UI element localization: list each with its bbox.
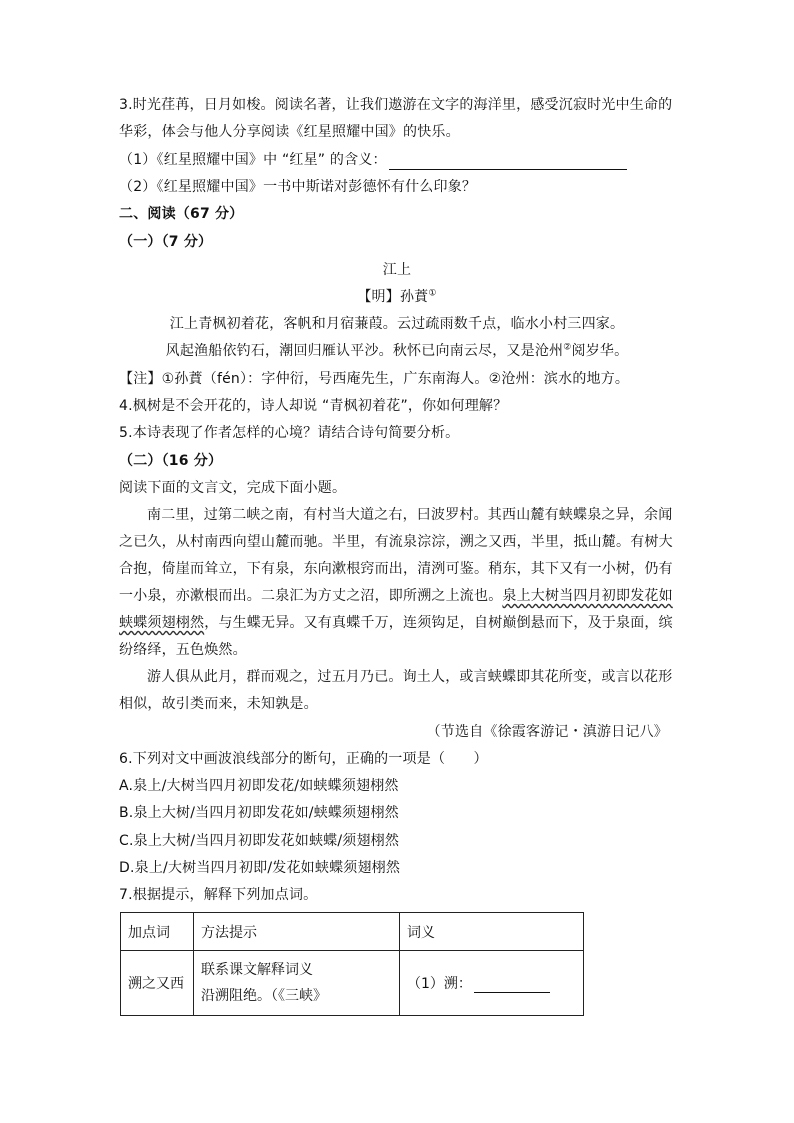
passage-source: （节选自《徐霞客游记・滇游日记八》 [426, 724, 668, 740]
table-row [121, 951, 584, 1016]
part2-heading: （二）（16 分） [119, 453, 223, 469]
poem-title: 江上 [382, 262, 412, 278]
header-meaning: 词义 [400, 913, 584, 951]
option-d[interactable]: D.泉上/大树当四月初即/发花如蛱蝶须翅栩然 [119, 860, 401, 876]
hint-line1: 联系课文解释词义 [201, 962, 313, 978]
q3-sub1-text: （1）《红星照耀中国》中 “红星” 的含义： [119, 152, 387, 168]
option-c[interactable]: C.泉上大树/当四月初即发花如蛱蝶/须翅栩然 [119, 833, 400, 849]
option-b[interactable]: B.泉上大树/当四月初即发花如/蛱蝶须翅栩然 [119, 805, 399, 821]
part2-intro: 阅读下面的文言文，完成下面小题。 [119, 480, 347, 496]
cell-word: 溯之又西 [121, 951, 194, 1016]
passage-p1-line3: 合抱，倚崖而耸立，下有泉，东向漱根窍而出，清洌可鉴。稍东，其下又有一小树，仍有 [119, 561, 673, 577]
poem-line1: 江上青枫初着花，客帆和月宿蒹葭。云过疏雨数千点，临水小村三四家。 [169, 316, 625, 332]
passage-p1-line5 [119, 613, 673, 633]
passage-p1-line2: 之已久，从村南西向望山麓而驰。半里，有流泉淙淙，溯之又西，半里，抵山麓。有树大 [119, 534, 673, 550]
passage-text: ，与生蝶无异。又有真蝶千万，连须钩足，自树巅倒悬而下，及于泉面，缤 [204, 615, 673, 631]
wavy-underlined-text: 蛱蝶须翅栩然 [119, 615, 205, 631]
passage-p1-line6: 纷络绎，五色焕然。 [119, 642, 247, 658]
note-mark: ① [428, 288, 437, 299]
q3-stem-line2: 华彩，体会与他人分享阅读《红星照耀中国》的快乐。 [119, 124, 460, 140]
header-word: 加点词 [121, 913, 194, 951]
q3-sub1 [119, 150, 627, 170]
cell-hint [194, 951, 400, 1016]
question-4: 4.枫树是不会开花的，诗人却说 “青枫初着花”，你如何理解？ [119, 398, 508, 414]
cell-meaning [400, 951, 584, 1016]
table-header-row [121, 913, 584, 951]
passage-p1-line1: 南二里，过第二峡之南，有村当大道之右，曰波罗村。其西山麓有蛱蝶泉之异，余闻 [147, 507, 673, 523]
q3-stem-line1: 3.时光荏苒，日月如梭。阅读名著，让我们遨游在文字的海洋里，感受沉寂时光中生命的 [119, 97, 673, 113]
poem-author-text: 【明】孙蕡 [357, 289, 429, 305]
section-heading: 二、阅读（67 分） [119, 206, 244, 222]
poem-author [0, 287, 794, 307]
poem-note: 【注】①孙蕡（fén）：字仲衍，号西庵先生，广东南海人。②沧州：滨水的地方。 [119, 371, 630, 387]
passage-p1-line4 [119, 586, 673, 606]
vocab-table [120, 912, 584, 1016]
answer-label: （1）溯： [407, 976, 472, 992]
poem-line2 [0, 341, 794, 361]
passage-p2-line1: 游人俱从此月，群而观之，过五月乃已。询土人，或言蛱蝶即其花所变，或言以花形 [147, 669, 673, 685]
part1-heading: （一）（7 分） [119, 234, 213, 250]
poem-line2-part2: 阅岁华。 [571, 343, 629, 359]
passage-text: 一小泉，亦漱根而出。二泉汇为方丈之沼，即所溯之上流也。 [119, 588, 503, 604]
answer-blank[interactable] [389, 155, 627, 170]
passage-p2-line2: 相似，故引类而来，未知孰是。 [119, 696, 318, 712]
question-7: 7.根据提示，解释下列加点词。 [119, 887, 318, 903]
q3-sub2: （2）《红星照耀中国》一书中斯诺对彭德怀有什么印象？ [119, 179, 477, 195]
header-hint: 方法提示 [194, 913, 400, 951]
answer-blank[interactable] [474, 978, 550, 993]
option-a[interactable]: A.泉上/大树当四月初即发花/如蛱蝶须翅栩然 [119, 778, 399, 794]
hint-line2: 沿溯阻绝。（《三峡》 [201, 988, 327, 1004]
wavy-underlined-text: 泉上大树当四月初即发花如 [502, 588, 673, 604]
note-mark: ② [563, 342, 572, 353]
question-5: 5.本诗表现了作者怎样的心境？请结合诗句简要分析。 [119, 425, 460, 441]
question-6: 6.下列对文中画波浪线部分的断句，正确的一项是（ ） [119, 751, 488, 767]
poem-line2-part1: 风起渔船依钓石，潮回归雁认平沙。秋怀已向南云尽，又是沧州 [165, 343, 564, 359]
